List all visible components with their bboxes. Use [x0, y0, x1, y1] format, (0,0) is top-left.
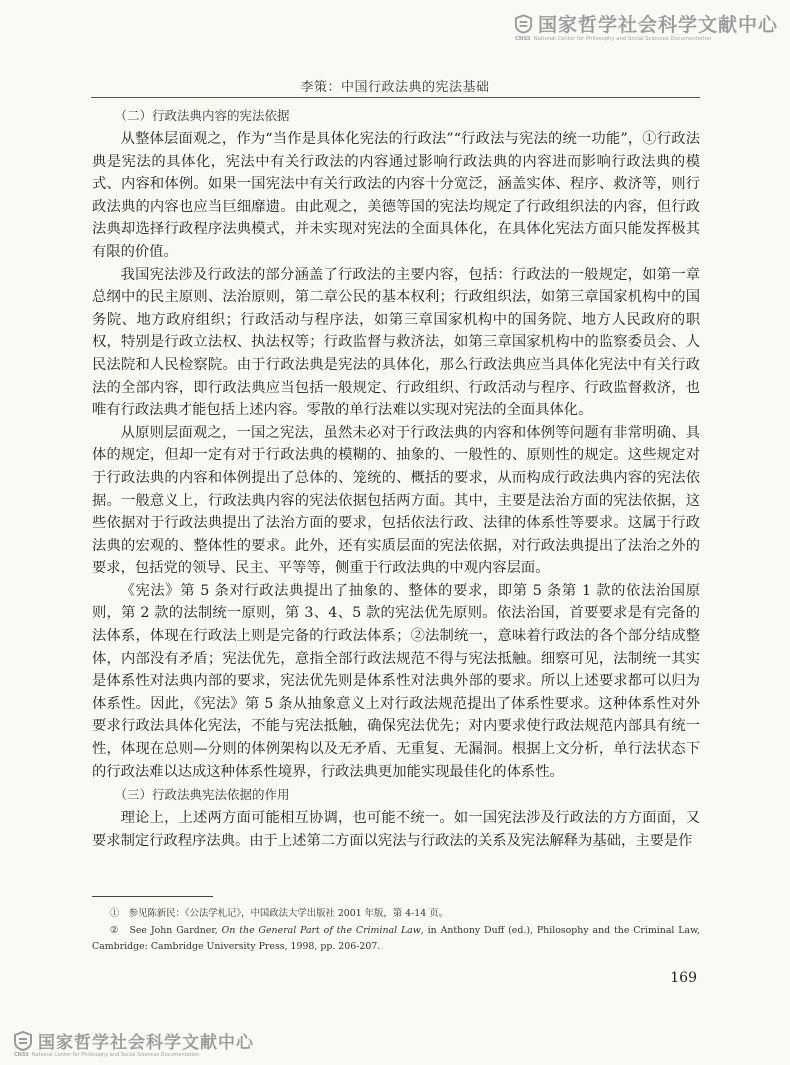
watermark-top [513, 10, 778, 42]
page-number: 169 [670, 970, 697, 986]
header-rule [91, 97, 700, 98]
footnote-2: ② See John Gardner, On the General Part of the Criminal Law, in Anthony Duff (ed.), Philosophy and the Criminal Law, Cambridge: Cambridge University Press, 1998, pp. 206-207. [92, 924, 700, 952]
cnss-logo-icon [12, 1030, 34, 1052]
footnote-2-title: On the General Part of the Criminal Law [221, 924, 421, 936]
watermark-abbr: CNSS [515, 36, 531, 42]
watermark-bottom [12, 1028, 257, 1058]
section-heading-3: （三）行政法典宪法依据的作用 [114, 787, 290, 803]
paragraph-5: 理论上，上述两方面可能相互协调，也可能不统一。如一国宪法涉及行政法的方方面面，又要求制定行政程序法典。由于上述第二方面以宪法与行政法的关系及宪法解释为基础，主要是作 [92, 810, 700, 849]
watermark-subtitle: National Center for Philosophy and Social Sciences Documentation [533, 36, 712, 42]
footnotes [92, 906, 700, 956]
watermark-title: 国家哲学社会科学文献中心 [537, 14, 778, 36]
paragraph-1: 从整体层面观之，作为“当作是具体化宪法的行政法”“行政法与宪法的统一功能”，①行政法典是宪法的具体化，宪法中有关行政法的内容通过影响行政法典的内容进而影响行政法典的模式、内容和体例。如果一国宪法中有关行政法的内容十分宽泛，涵盖实体、程序、救济等，则行政法典的内容也应当巨细靡遗。由此观之，美德等国的宪法均规定了行政组织法的内容，但行政法典却选择行政程序法典模式，并未实现对宪法的全面具体化，在具体化宪法方面只能发挥极其有限的价值。 [92, 131, 700, 260]
cnss-logo-icon [513, 13, 534, 35]
article-body [92, 104, 700, 852]
watermark-title: 国家哲学社会科学文献中心 [38, 1033, 254, 1053]
paragraph-2: 我国宪法涉及行政法的部分涵盖了行政法的主要内容，包括：行政法的一般规定，如第一章总纲中的民主原则、法治原则，第二章公民的基本权利；行政组织法，如第三章国家机构中的国务院、地方政府组织；行政活动与程序法，如第三章国家机构中的国务院、地方人民政府的职权，特别是行政立法权、执法权等；行政监督与救济法，如第三章国家机构中的监察委员会、人民法院和人民检察院。由于行政法典是宪法的具体化，那么行政法典应当具体化宪法中有关行政法的全部内容，即行政法典应当包括一般规定、行政组织、行政活动与程序、行政监督救济，也唯有行政法典才能包括上述内容。零散的单行法难以实现对宪法的全面具体化。 [92, 266, 700, 419]
paragraph-3: 从原则层面观之，一国之宪法，虽然未必对于行政法典的内容和体例等问题有非常明确、具体的规定，但却一定有对于行政法典的模糊的、抽象的、一般性的、原则性的规定。这些规定对于行政法典的内容和体例提出了总体的、笼统的、概括的要求，从而构成行政法典内容的宪法依据。一般意义上，行政法典内容的宪法依据包括两方面。其中，主要是法治方面的宪法依据，这些依据对于行政法典提出了法治方面的要求，包括依法行政、法律的体系性等要求。这属于行政法典的宏观的、整体性的要求。此外，还有实质层面的宪法依据，对行政法典提出了法治之外的要求，包括党的领导、民主、平等等，侧重于行政法典的中观内容层面。 [92, 424, 700, 577]
footnote-1: ① 参见陈新民：《公法学札记》，中国政法大学出版社 2001 年版，第 4-14 页。 [109, 908, 448, 919]
paragraph-4: 《宪法》第 5 条对行政法典提出了抽象的、整体的要求，即第 5 条第 1 款的依法治国原则，第 2 款的法制统一原则，第 3、4、5 款的宪法优先原则。依法治国，首要要求是有完备的法体系，体现在行政法上则是完备的行政法体系；②法制统一，意味着行政法的各个部分结成整体，内部没有矛盾；宪法优先，意指全部行政法规范不得与宪法抵触。细察可见，法制统一其实是体系性对法典内部的要求，宪法优先则是体系性对法典外部的要求。所以上述要求都可以归为体系性。因此，《宪法》第 5 条从抽象意义上对行政法规范提出了体系性要求。这种体系性对外要求行政法具体化宪法，不能与宪法抵触，确保宪法优先；对内要求使行政法规范内部具有统一性，体现在总则—分则的体例架构以及无矛盾、无重复、无漏洞。根据上文分析，单行法状态下的行政法难以达成这种体系性境界，行政法典更加能实现最佳化的体系性。 [92, 582, 700, 780]
footnote-rule [92, 896, 213, 897]
running-head: 李策：中国行政法典的宪法基础 [300, 80, 490, 95]
watermark-subtitle: National Center for Philosophy and Social Sciences Documentation [31, 1052, 200, 1058]
section-heading-2: （二）行政法典内容的宪法依据 [114, 108, 290, 123]
watermark-abbr: CNSS [14, 1052, 29, 1058]
